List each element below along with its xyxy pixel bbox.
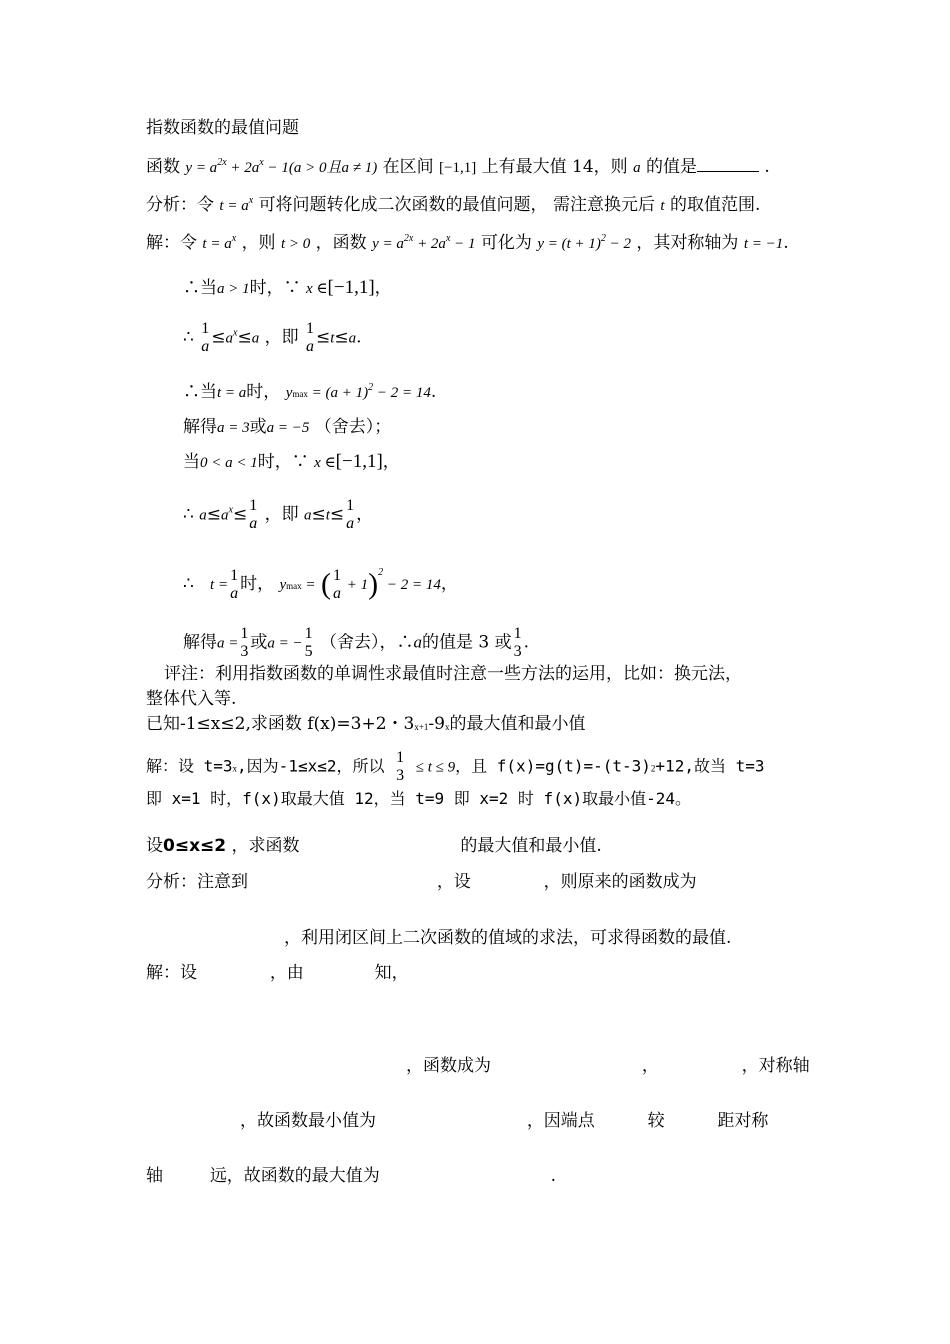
solution-3: 解：设 ，由 知， — [146, 963, 409, 983]
solution-3-line-3: ，故函数最小值为 ，因端点 较 距对称 — [240, 1111, 769, 1131]
case-a-lt-1: 当0 < a < 1时，∵ x ∈[−1,1]， — [183, 451, 400, 472]
case-a-gt-1-result: 解得a = 3或a = −5 （舍去）； — [183, 417, 392, 437]
case-a-gt-1: ∴当a > 1时，∵ x ∈[−1,1]， — [183, 277, 392, 298]
solution-1: 解：令 $t = a^x$ ，则 t > 0 ，函数 $y = a^{2x} + 2a^x - 1$ 可化为 $y = (t + 1)^2 - 2$ ，其对称轴为 t = −1. — [146, 233, 789, 253]
solution-2-line-2: 即 x=1 时，f(x)取最大值 12，当 t=9 即 x=2 时 f(x)取最小值-24。 — [146, 789, 691, 808]
case-a-gt-1-max: ∴当t = a时， $ymax = (a + 1)^2 - 2 = 14$. — [183, 382, 437, 402]
analysis-3: 分析：注意到 ，设 ，则原来的函数成为 — [146, 872, 697, 892]
answer-blank — [697, 157, 759, 172]
problem-2: 已知-1≤x≤2,求函数 f(x)=3+2・3x+1-9x的最大值和最小值 — [146, 714, 586, 734]
comment-line-1: 评注：利用指数函数的单调性求最值时注意一些方法的运用，比如：换元法， — [164, 664, 742, 684]
analysis-3-line-2: ，利用闭区间上二次函数的值域的求法，可求得函数的最值. — [284, 928, 732, 948]
solution-3-line-4: 轴 远，故函数的最大值为 . — [146, 1166, 557, 1186]
case-a-lt-1-range: ∴ $a\le a^x\le$ 1 a ，即 a≤t≤ 1 a ， — [183, 497, 374, 532]
solution-2-line-1: 解：设 t=3x,因为-1≤x≤2，所以 1 3 ≤ t ≤ 9，且 f(x)=g(t)=-(t-3)2+12,故当 t=3 — [146, 749, 765, 784]
problem-3: 设0≤x≤2 ，求函数 的最大值和最小值. — [146, 836, 602, 856]
page-title: 指数函数的最值问题 — [146, 118, 299, 138]
case-a-lt-1-result: 解得a = 1 3 或a = − 1 5 （舍去），∴a的值是 3 或 1 3 . — [183, 625, 530, 660]
comment-line-2: 整体代入等. — [146, 689, 237, 709]
case-a-gt-1-range: ∴ 1 a $\le a^x\le a$ ，即 1 a ≤t≤a. — [183, 320, 362, 355]
analysis-1: 分析：令 $t = a^x$ 可将问题转化成二次函数的最值问题， 需注意换元后 t 的取值范围. — [146, 195, 761, 215]
case-a-lt-1-max: ∴ t = 1 a 时， ymax = ( 1 a + 1)$^2$ − 2 = 14， — [183, 566, 458, 602]
solution-3-line-2: ，函数成为 ， ，对称轴 — [406, 1056, 810, 1076]
problem-1: 函数 $y = a^{2x} + 2a^x - 1(a > 0$且a ≠ 1) 在区间 [−1,1] 上有最大值 14，则 a 的值是 . — [146, 157, 770, 177]
